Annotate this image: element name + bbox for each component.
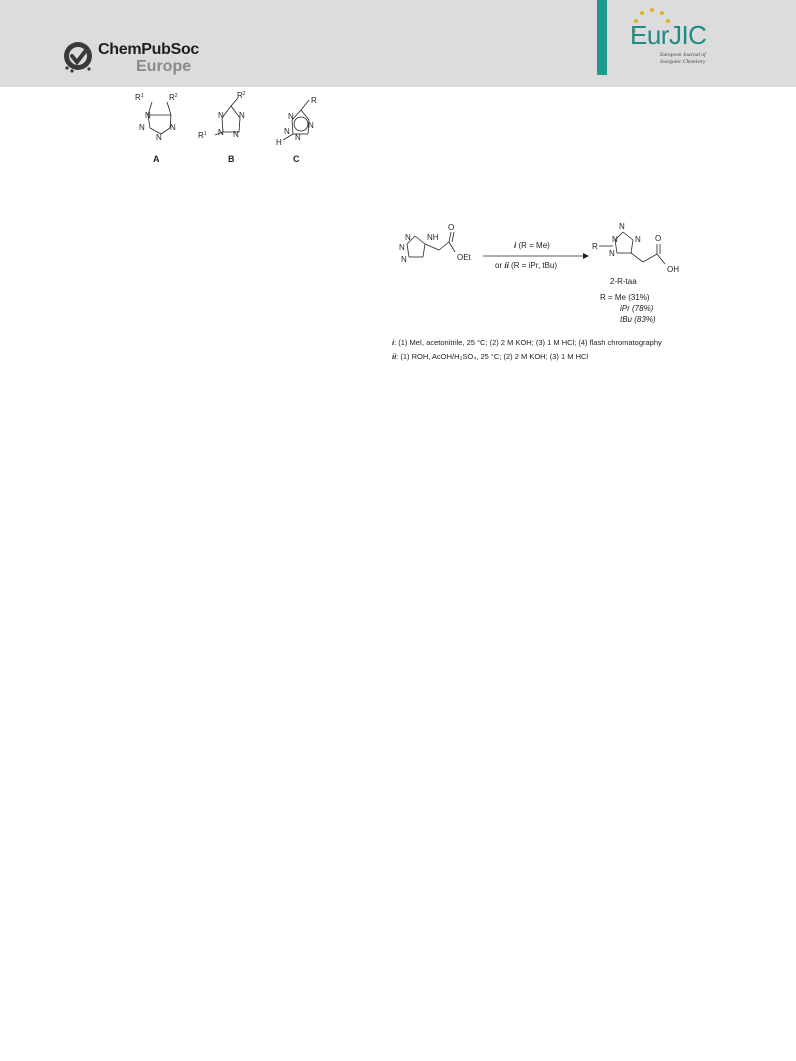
struct-b-r2: $R^2$ [237,91,246,100]
condition-ii-label: ii [392,352,397,361]
journal-accent-bar [597,0,607,75]
condition-i-text: : (1) MeI, acetonitrile, 25 °C; (2) 2 M KOH; (3) 1 M HCl; (4) flash chromatography [394,338,662,347]
struct-c-n1: N [288,112,294,121]
tautomer-figure [125,88,340,170]
page-header [0,0,796,87]
product-name: 2-R-taa [610,277,637,286]
struct-label-b: B [228,154,235,164]
product-o: O [655,234,662,243]
publisher-name: ChemPubSoc [98,41,200,58]
struct-b-n2: N [239,111,245,120]
publisher-emblem-icon [62,38,96,74]
struct-a-n2: N [139,123,145,132]
struct-a-r1: $R^1$ [135,93,144,102]
reactant-n-top: N [405,233,411,242]
yield-me: R = Me (31%) [600,293,650,302]
struct-c-r: R [311,96,317,105]
struct-a-n4: N [170,123,176,132]
struct-b-n1: N [218,111,224,120]
reactant-o: O [448,223,455,232]
struct-a-r2: $R^2$ [169,93,178,102]
struct-b-n3: N [218,128,224,137]
reaction-scheme [385,220,735,335]
product-n-top: N [619,222,625,231]
publisher-region: Europe [136,58,192,75]
journal-name: EurJIC [630,20,707,50]
arrow-top-label: i (R = Me) [514,241,550,250]
product-n-left: N [612,235,618,244]
struct-a-n1: N [145,111,151,120]
yield-ipr: iPr (78%) [620,304,654,313]
struct-c-h: H [276,138,282,147]
reactant-nh: NH [427,233,439,242]
struct-c-n2: N [308,121,314,130]
condition-i-label: i [392,338,395,347]
yield-tbu: tBu (83%) [620,315,656,324]
condition-ii-text: : (1) ROH, AcOH/H₂SO₄, 25 °C; (2) 2 M KOH; (3) 1 M HCl [396,352,589,361]
reactant-oet: OEt [457,253,471,262]
product-n-right: N [635,235,641,244]
product-r: R [592,242,598,251]
arrow-bottom-label: or ii (R = iPr, tBu) [495,261,558,270]
reactant-n-bottom: N [401,255,407,264]
publisher-logo [62,38,202,78]
struct-c-n3: N [284,127,290,136]
struct-label-a: A [153,154,160,164]
struct-c-n4: N [295,133,301,142]
journal-subtitle: European Journal of Inorganic Chemistry [660,52,706,65]
journal-logo [612,6,722,78]
product-oh: OH [667,265,679,274]
condition-ii [392,352,588,361]
product-n-bottom: N [609,249,615,258]
struct-b-r1: $R^1$ [198,131,207,140]
struct-a-n3: N [156,133,162,142]
struct-label-c: C [293,154,300,164]
reactant-n-left: N [399,243,405,252]
condition-i [392,338,662,347]
struct-b-n4: N [233,130,239,139]
